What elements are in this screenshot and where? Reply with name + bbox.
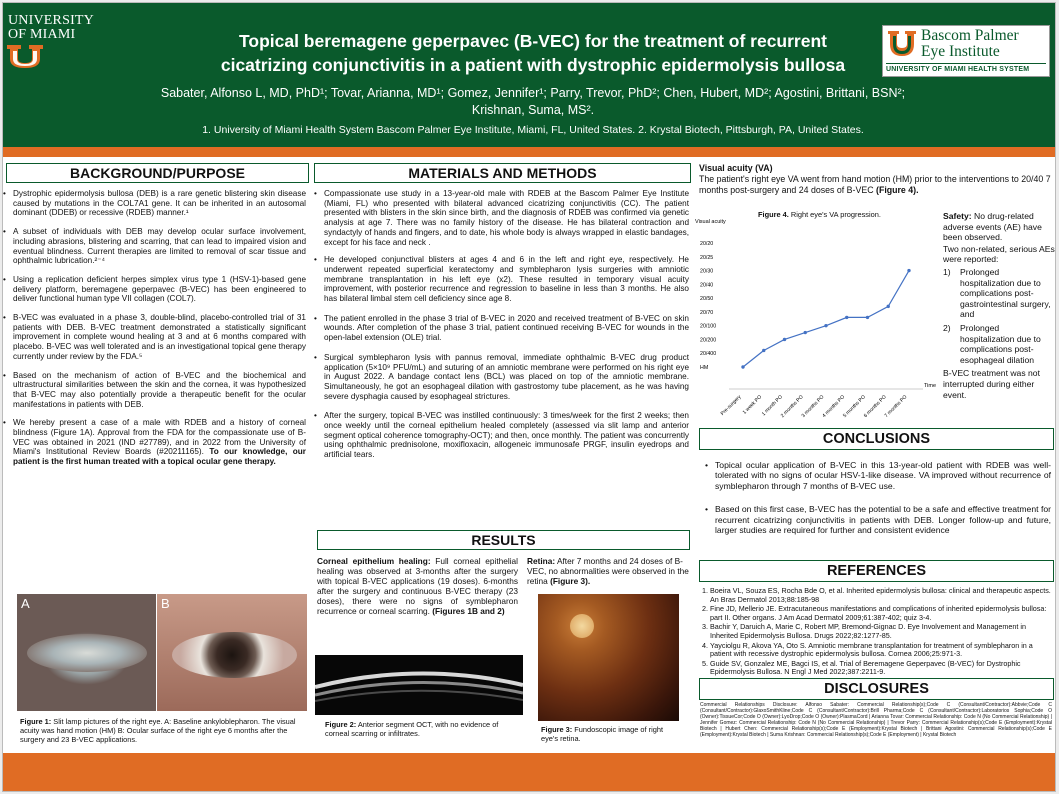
conclusions-bullets xyxy=(705,460,1051,544)
va-ylabel: Visual acuity xyxy=(695,219,726,225)
methods-bullet-2: • He developed conjunctival blisters at ages 4 and 6 in the left and right eye, respectively. He underwent repeated superficial keratectomy and symblepharon lysis surgeries with amniotic membrane transplantation in his left eye (x2). These resulted in temporary visual acuity improvement, with posterior recurrence and regression to baseline in less than 3 months. He also has bilateral limbal stem cell deficiency since age 8. xyxy=(314,255,689,304)
figure-2-caption xyxy=(325,720,521,738)
background-bullet-3: • Using a replication deficient herpes simplex virus type 1 (HSV-1)-based gene delivery platform, beremagene geperpavec (B-VEC) has been engineered to deliver functional human type VII collagen (COL7). xyxy=(3,275,306,304)
orange-divider-band xyxy=(3,147,1056,157)
title-line-2: cicatrizing conjunctivitis in a patient with dystrophic epidermolysis bullosa xyxy=(220,55,846,75)
va-series-line xyxy=(743,271,909,367)
va-y-tick-label: 20/50 xyxy=(700,296,714,303)
figure-1b-label: B xyxy=(161,596,170,611)
va-y-tick-label: 20/400 xyxy=(700,351,717,358)
bascom-logo-name xyxy=(921,28,1019,60)
university-line-1: UNIVERSITY xyxy=(8,13,94,28)
figure-2-oct-image xyxy=(315,655,523,715)
va-x-tick-label: 2 months PO xyxy=(779,394,805,420)
oct-scan-graphic xyxy=(315,655,523,715)
poster-title xyxy=(143,29,923,77)
figure-4-caption-text: Right eye's VA progression. xyxy=(788,210,881,219)
background-bullet-6-text: We hereby present a case of a male with RDEB and a history of corneal blindness (Figure 1A). Approval from the FDA for the compassionate use of B-VEC was obtained in 2021 (IND #27789), and in 2022 from the University of Miami's Institutional Review Boards (#20211165). xyxy=(13,418,306,457)
figure-1a-label: A xyxy=(21,596,30,611)
ae-1-number: 1) xyxy=(943,266,951,277)
ae-2-number: 2) xyxy=(943,322,951,333)
figure-3-fundus-image xyxy=(538,594,679,721)
results-corneal-text xyxy=(317,556,518,616)
va-data-point xyxy=(824,324,827,327)
methods-bullet-4: • Surgical symblepharon lysis with pannus removal, immediate ophthalmic B-VEC drug product application (5×10⁹ PFU/mL) and suturing of an amniotic membrane were performed on his right eye in August 2022. A bandage contact lens (BCL) was placed on top of the amniotic membrane. Simultaneously, he got an esophageal dilation with gastrostomy tube placement, as he was having severe dysphagia caused by esophageal strictures. xyxy=(314,353,689,402)
va-y-tick-label: 20/25 xyxy=(700,254,714,261)
va-x-tick-label: 3 months PO xyxy=(800,394,826,420)
footer-band xyxy=(3,753,1056,792)
va-title: Visual acuity (VA) xyxy=(699,163,773,173)
va-x-tick-label: 7 months PO xyxy=(883,394,909,420)
va-y-tick-label: 20/70 xyxy=(700,309,714,316)
va-data-point xyxy=(783,338,786,341)
figure-2-caption-text: Anterior segment OCT, with no evidence of corneal scarring or infiltrates. xyxy=(325,720,499,738)
background-bullets xyxy=(3,189,306,476)
disclosures-text: Commercial Relationships Disclosure: Alfonso Sabater: Commercial Relationship(s);Code C (Consultant/Contractor):Abbvie;Code C (Consultant/Contractor):GlaxoSmithKline;Code C (Consultant/Contractor):Brill Pharma;Code C (Consultant/Contractor):Laboratorios Sophia;Code O (Owner):TissueCor;Code O (Owner):LyoDrop;Code O (Owner):PlasmaCord | Arianna Tovar: Commercial Relationship: Code N (No Commercial Relationship) | Jennifer Gomez: Commercial Relationship: Code N (No Commercial Relationship) | Trevor Parry: Commercial Relationship(s);Code E (Employment):Krystal Biotech | Hubert Chen: Commercial Relationship(s);Code E (Employment):Krystal Biotech | Brittani Agostini: Commercial Relationship(s);Code E (Employment):Krystal Biotech | Suma Krishnan: Commercial Relationship(s);Code E (Employment) | Krystal Biotech xyxy=(700,702,1052,738)
references-list xyxy=(700,587,1052,678)
va-x-tick-labels xyxy=(720,394,909,419)
bascom-u-icon xyxy=(887,29,917,57)
poster xyxy=(2,2,1056,792)
methods-bullets xyxy=(314,189,689,469)
va-data-point xyxy=(845,316,848,319)
authors-line-1: Sabater, Alfonso L, MD, PhD¹; Tovar, Arianna, MD¹; Gomez, Jennifer¹; Parry, Trevor, PhD²; Chen, Hubert, MD²; Agostini, Brittani, BSN²; xyxy=(160,86,906,100)
va-series-points xyxy=(741,269,910,369)
figure-1-caption-title: Figure 1: xyxy=(20,717,52,726)
background-bullet-2: • A subset of individuals with DEB may develop ocular surface involvement, including abrasions, blistering and scarring, that can lead to impaired vision and eventual blindness. Current therapies are limited to removal of scar tissue and ophthalmic lubrication.²⁻⁴ xyxy=(3,227,306,266)
figure-1-caption-text: Slit lamp pictures of the right eye. A: Baseline ankyloblepharon. The visual acuity was hand motion (HM) B: Ocular surface of the right eye 6 months after the surgery and 23 B-VEC applications. xyxy=(20,717,296,744)
logo-subtitle: UNIVERSITY OF MIAMI HEALTH SYSTEM xyxy=(886,66,1030,73)
retina-figure-ref: (Figure 3). xyxy=(550,576,591,586)
methods-bullet-5: • After the surgery, topical B-VEC was instilled continuously: 3 times/week for the first 2 weeks; then once weekly until the corneal epithelium healed completely (assessed via slit lamp and anterior segment optical coherence tomography-OCT); and then, once monthly. The patient was concurrently using ophthalmic prednisolone, moxifloxacin, allogeneic immunosafe PRGF, insulin eyedrops and artificial tears. xyxy=(314,411,689,460)
background-bullet-4: • B-VEC was evaluated in a phase 3, double-blind, placebo-controlled trial of 31 patients with DEB. B-VEC treatment demonstrated a statistically significant improvement in complete wound healing at 3 and at 6 months compared with placebo. B-VEC was well tolerated and is an investigational topical gene therapy currently under review by the FDA.⁵ xyxy=(3,313,306,362)
university-line-2: OF MIAMI xyxy=(8,27,76,42)
results-heading: RESULTS xyxy=(317,530,690,550)
va-y-tick-label: 20/30 xyxy=(700,268,714,275)
results-retina-text xyxy=(527,556,689,586)
va-x-tick-label: 1 month PO xyxy=(760,394,784,418)
references-heading: REFERENCES xyxy=(699,560,1054,582)
reference-item: 2. Fine JD, Mellerio JE. Extracutaneous manifestations and complications of inherited epidermolysis bullosa: part II. Other organs. J Am Acad Dermatol 2009;61:387-402; quiz 3-4. xyxy=(710,605,1052,622)
va-data-point xyxy=(907,269,910,272)
reference-item: 1. Boeira VL, Souza ES, Rocha Bde O, et al. Inherited epidermolysis bullosa: clinical and therapeutic aspects. An Bras Dermatol 2013;88:185-98 xyxy=(710,587,1052,604)
title-line-1: Topical beremagene geperpavec (B-VEC) for the treatment of recurrent xyxy=(238,31,827,51)
conclusion-bullet-1: • Topical ocular application of B-VEC in this 13-year-old patient with RDEB was well-tolerated with no signs of ocular HSV-1-like disease. VA improved without recurrence of symblepharon through 7 months of B-VEC use. xyxy=(705,460,1051,491)
va-x-tick-label: 5 months PO xyxy=(842,394,867,420)
va-data-point xyxy=(887,305,890,308)
va-y-tick-labels xyxy=(700,241,716,371)
conclusions-heading: CONCLUSIONS xyxy=(699,428,1054,450)
eye-surface-shape xyxy=(172,632,297,678)
ae-item-1 xyxy=(943,267,1055,320)
va-data-point xyxy=(762,349,765,352)
va-x-tick-label: 4 months PO xyxy=(821,394,847,420)
va-y-tick-label: 20/20 xyxy=(700,241,714,247)
va-data-point xyxy=(741,365,744,368)
va-figure-ref: (Figure 4). xyxy=(876,185,919,195)
methods-bullet-3: • The patient enrolled in the phase 3 trial of B-VEC in 2020 and received treatment of B-VEC on skin wounds. After completion of the phase 3 trial, patient continued receiving B-VEC for wounds in the open-label extension (OLE) trial. xyxy=(314,314,689,343)
ae-item-2 xyxy=(943,323,1055,365)
author-list xyxy=(73,85,993,119)
figure-1a-photo xyxy=(17,594,156,711)
figure-3-caption xyxy=(541,725,681,743)
authors-line-2: Krishnan, Suma, MS². xyxy=(471,103,595,117)
va-text: The patient's right eye VA went from hand motion (HM) prior to the interventions to 20/40 7 months post-surgery and 24 doses of B-VEC xyxy=(699,174,1051,195)
eye-opacity-shape xyxy=(27,634,147,672)
va-x-tick-label: Pre-surgery xyxy=(719,394,743,417)
reference-item: 3. Bachir Y, Daruich A, Marie C, Robert MP, Bremond-Gignac D. Eye Involvement and Management in Inherited Epidermolysis Bullosa. Drugs 2022;82:1277-85. xyxy=(710,623,1052,640)
corneal-body: Full corneal epithelial healing was observed at 3-months after the surgery with topical B-VEC applications (19 doses). 6-months after the surgery and continuous B-VEC therapy (23 doses), there were no signs of symblepharon recurrence or corneal scarring. xyxy=(317,556,518,616)
reference-item: 5. Guide SV, Gonzalez ME, Bagci IS, et al. Trial of Beremagene Geperpavec (B-VEC) for Dystrophic Epidermolysis Bullosa. N Engl J Med 2022;387:2211-9. xyxy=(710,660,1052,677)
safety-title: Safety: xyxy=(943,211,972,221)
figure-3-caption-text: Fundoscopic image of right eye's retina. xyxy=(541,725,664,743)
corneal-figure-ref: (Figures 1B and 2) xyxy=(432,606,505,616)
va-data-point xyxy=(866,316,869,319)
va-section xyxy=(699,163,1051,196)
logo-name-line-2: Eye Institute xyxy=(921,43,1000,60)
background-bullet-5: • Based on the mechanism of action of B-VEC and the biochemical and ultrastructural similarities between the skin and the cornea, it was hypothesized that B-VEC may also potentially provide a therapeutic benefit for the ocular manifestations in patients with DEB. xyxy=(3,371,306,410)
figure-3-caption-title: Figure 3: xyxy=(541,725,573,734)
methods-bullet-1: • Compassionate use study in a 13-year-old male with RDEB at the Bascom Palmer Eye Institute (Miami, FL) who presented with bilateral advanced cicatrizing conjunctivitis (CC). The patient presented with blisters in the skin since birth, and the diagnosis of RDEB was confirmed via genetic analysis at age 7. There was no family history of the disease. He has bilateral contraction and syndactyly of hands and fingers, and to date, his whole body is always wrapped in elastic bandages, except for his face and neck . xyxy=(314,189,689,247)
retina-title: Retina: xyxy=(527,556,556,566)
va-progression-chart xyxy=(695,215,945,425)
background-bullet-6-bold: To our knowledge, our patient is the first human treated with a topical ocular gene therapy. xyxy=(13,447,306,467)
ae-intro: Two non-related, serious AEs were reported: xyxy=(943,243,1055,265)
logo-name-line-1: Bascom Palmer xyxy=(921,27,1019,44)
optic-disc-shape xyxy=(570,614,594,638)
header-banner xyxy=(3,3,1056,147)
ae-2-text: Prolonged hospitalization due to complications post-esophageal dilation xyxy=(960,322,1041,365)
va-x-tick-label: 6 months PO xyxy=(862,394,888,420)
figure-2-caption-title: Figure 2: xyxy=(325,720,357,729)
figure-4-caption-title: Figure 4. xyxy=(758,210,789,219)
figure-1-caption xyxy=(20,717,308,744)
va-x-tick-label: 1 week PO xyxy=(741,394,764,416)
va-y-tick-label: HM xyxy=(700,365,709,371)
corneal-title: Corneal epithelium healing: xyxy=(317,556,431,566)
logo-divider xyxy=(886,63,1046,64)
va-y-tick-label: 20/100 xyxy=(700,323,717,330)
background-heading: BACKGROUND/PURPOSE xyxy=(6,163,309,183)
interruption-note: B-VEC treatment was not interrupted during either event. xyxy=(943,368,1040,400)
ae-1-text: Prolonged hospitalization due to complications post-gastrointestinal surgery, and xyxy=(960,266,1051,320)
va-xlabel: Time xyxy=(924,383,937,389)
bascom-palmer-logo xyxy=(882,25,1050,77)
methods-heading: MATERIALS AND METHODS xyxy=(314,163,691,183)
safety-block xyxy=(943,211,1055,400)
u-logo-icon xyxy=(5,43,45,69)
safety-text: No drug-related adverse events (AE) have been observed. xyxy=(943,211,1042,243)
affiliations: 1. University of Miami Health System Bascom Palmer Eye Institute, Miami, FL, United States. 2. Krystal Biotech, Pittsburgh, PA, United States. xyxy=(202,124,864,136)
background-bullet-1: • Dystrophic epidermolysis bullosa (DEB) is a rare genetic blistering skin disease caused by mutations in the COL7A1 gene. It can be inherited in an autosomal dominant (DDEB) or recessive (RDEB) manner.¹ xyxy=(3,189,306,218)
va-y-tick-label: 20/40 xyxy=(700,282,714,289)
disclosures-heading: DISCLOSURES xyxy=(699,678,1054,700)
retina-body: After 7 months and 24 doses of B-VEC, no abnormalities were observed in the retina xyxy=(527,556,689,586)
background-bullet-6 xyxy=(3,418,306,467)
figure-1b-photo xyxy=(157,594,307,711)
reference-item: 4. Yayciolgu R, Akova YA, Oto S. Amniotic membrane transplantation for treatment of symblepharon in a patient with recessive dystrophic epidermolysis bullosa. Cornea 2006;25:971-3. xyxy=(710,642,1052,659)
conclusion-bullet-2: • Based on this first case, B-VEC has the potential to be a safe and effective treatment for recurrent cicatrizing conjunctivitis in patients with DEB. Longer follow-up and future, larger studies are required for further and consistent evidence xyxy=(705,504,1051,535)
university-logo xyxy=(8,14,118,42)
va-data-point xyxy=(804,331,807,334)
va-y-tick-label: 20/200 xyxy=(700,337,717,344)
